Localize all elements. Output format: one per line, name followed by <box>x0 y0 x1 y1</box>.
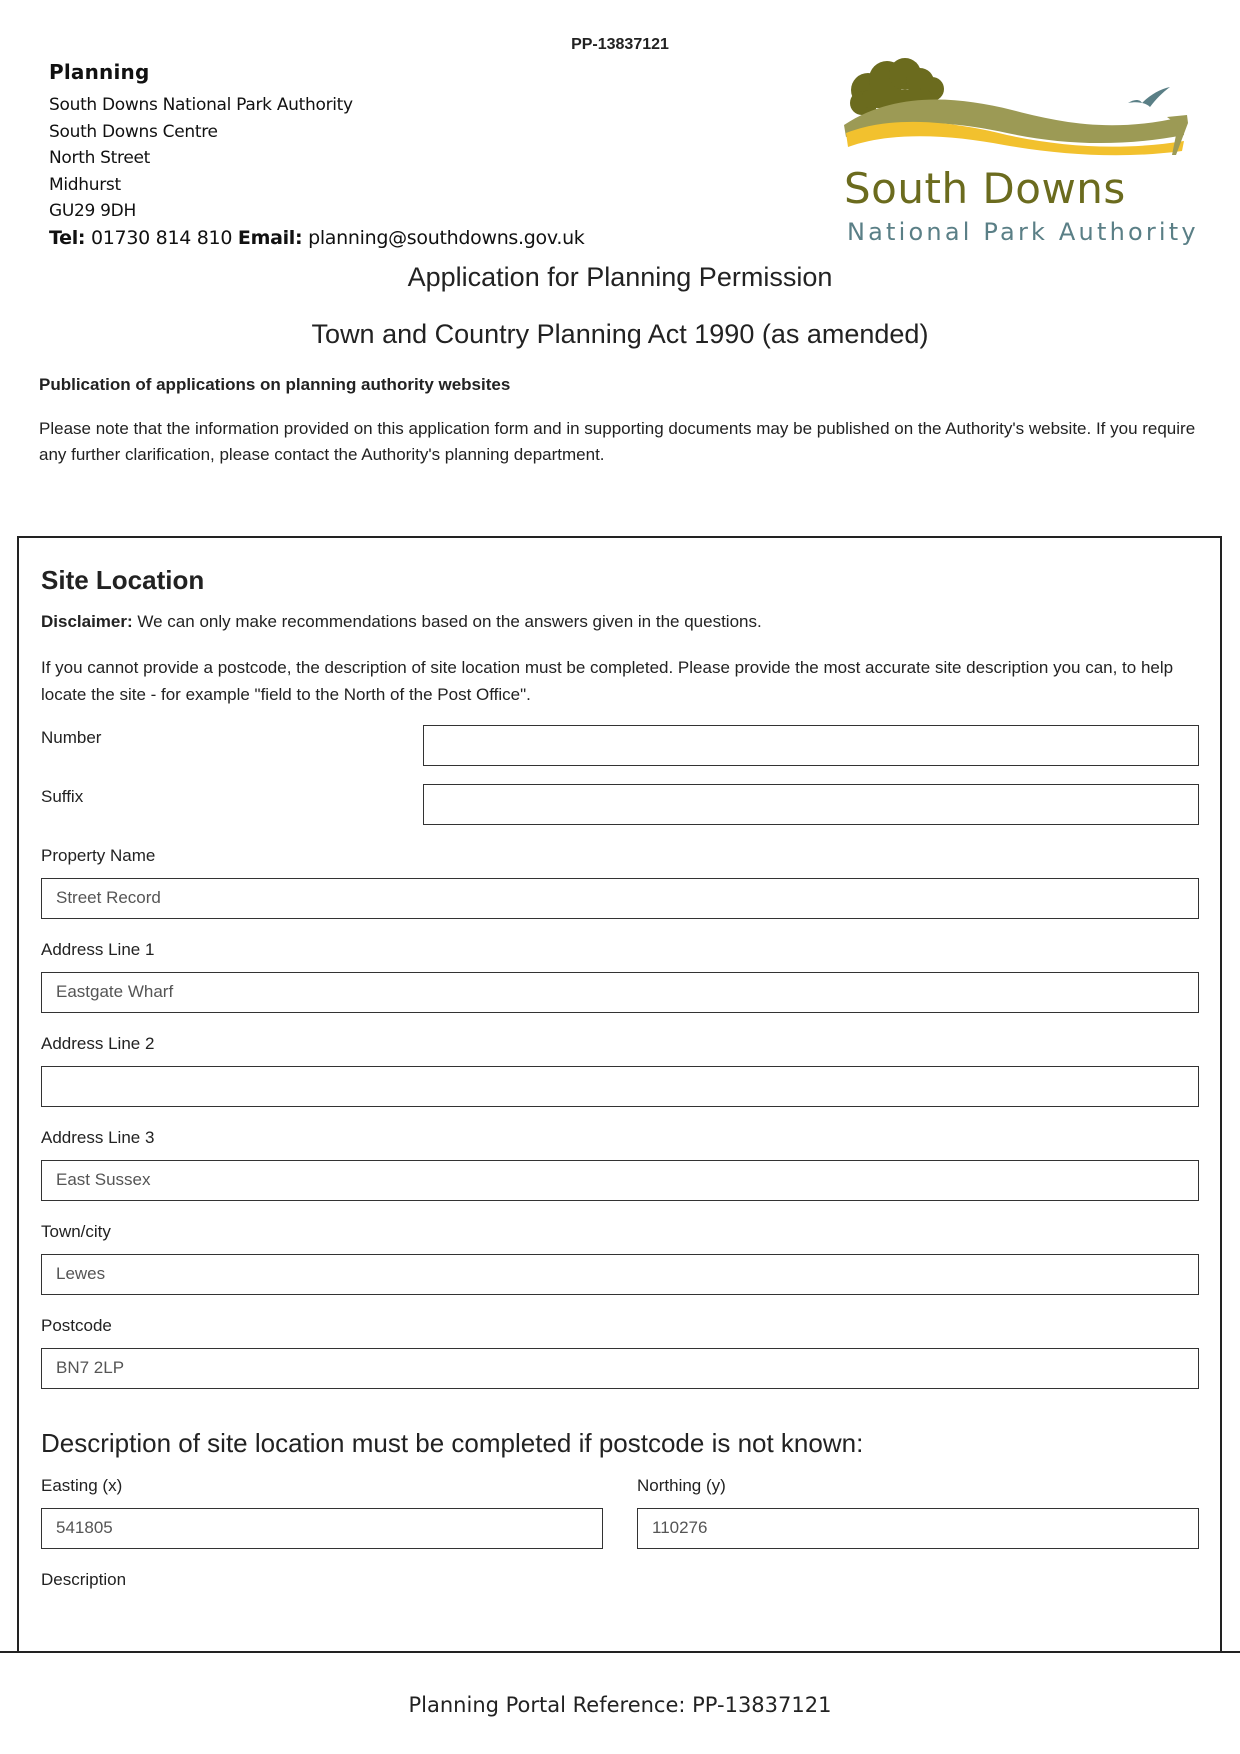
property-name-label: Property Name <box>41 846 156 865</box>
address-line: GU29 9DH <box>49 201 136 221</box>
address-line-2-label: Address Line 2 <box>41 1034 155 1053</box>
publication-text: Please note that the information provided on this application form and in supporting documents may be published on the Authority's website. If you require any further clarification, please contact the Authority's planning department. <box>39 419 1196 464</box>
northing-label: Northing (y) <box>637 1476 726 1495</box>
planning-heading: Planning <box>49 60 150 84</box>
address-line: North Street <box>49 148 151 168</box>
logo-subtitle: National Park Authority <box>847 218 1199 246</box>
logo-title: South Downs <box>844 164 1126 213</box>
authority-contact-block <box>49 60 585 252</box>
act-title: Town and Country Planning Act 1990 (as amended) <box>311 319 929 349</box>
email-address: planning@southdowns.gov.uk <box>308 226 585 249</box>
description-heading: Description of site location must be completed if postcode is not known: <box>41 1428 864 1458</box>
disclaimer-text: We can only make recommendations based on the answers given in the questions. <box>132 612 762 631</box>
address-line-3-field[interactable]: East Sussex <box>41 1160 1199 1201</box>
northing-field[interactable]: 110276 <box>637 1508 1199 1549</box>
postcode-field[interactable]: BN7 2LP <box>41 1348 1199 1389</box>
contact-line <box>49 224 585 252</box>
disclaimer <box>41 612 762 632</box>
town-city-field[interactable]: Lewes <box>41 1254 1199 1295</box>
address-line: Midhurst <box>49 174 121 195</box>
address-line-3-label: Address Line 3 <box>41 1128 155 1147</box>
page-divider <box>0 1651 1240 1653</box>
address-line-1-label: Address Line 1 <box>41 940 155 959</box>
disclaimer-label: Disclaimer: <box>41 612 133 631</box>
postcode-label: Postcode <box>41 1316 112 1335</box>
address-line-2-field[interactable] <box>41 1066 1199 1107</box>
tel-label: Tel: <box>49 226 86 249</box>
reference-number: PP-13837121 <box>571 36 669 53</box>
number-field[interactable] <box>423 725 1199 766</box>
town-city-label: Town/city <box>41 1222 111 1241</box>
description-label: Description <box>41 1570 127 1589</box>
easting-label: Easting (x) <box>41 1476 123 1495</box>
email-label: Email: <box>237 226 303 249</box>
help-text: If you cannot provide a postcode, the description of site location must be completed. Please provide the most accurate site description you can, to help locate the site - for example "field to the North of the Post Office". <box>41 658 1174 704</box>
easting-field[interactable]: 541805 <box>41 1508 603 1549</box>
suffix-field[interactable] <box>423 784 1199 825</box>
address-line: South Downs National Park Authority <box>49 95 353 115</box>
section-title: Site Location <box>41 565 205 595</box>
number-label: Number <box>41 728 102 747</box>
publication-heading: Publication of applications on planning authority websites <box>39 375 511 394</box>
form-title: Application for Planning Permission <box>407 262 833 292</box>
address-line-1-field[interactable]: Eastgate Wharf <box>41 972 1199 1013</box>
address-line: South Downs Centre <box>49 121 218 142</box>
tel-number: 01730 814 810 <box>90 226 233 249</box>
footer-reference: Planning Portal Reference: PP-13837121 <box>408 1693 832 1717</box>
suffix-label: Suffix <box>41 787 84 806</box>
site-location-section <box>17 536 1222 1652</box>
bird-icon <box>1128 87 1170 107</box>
property-name-field[interactable]: Street Record <box>41 878 1199 919</box>
